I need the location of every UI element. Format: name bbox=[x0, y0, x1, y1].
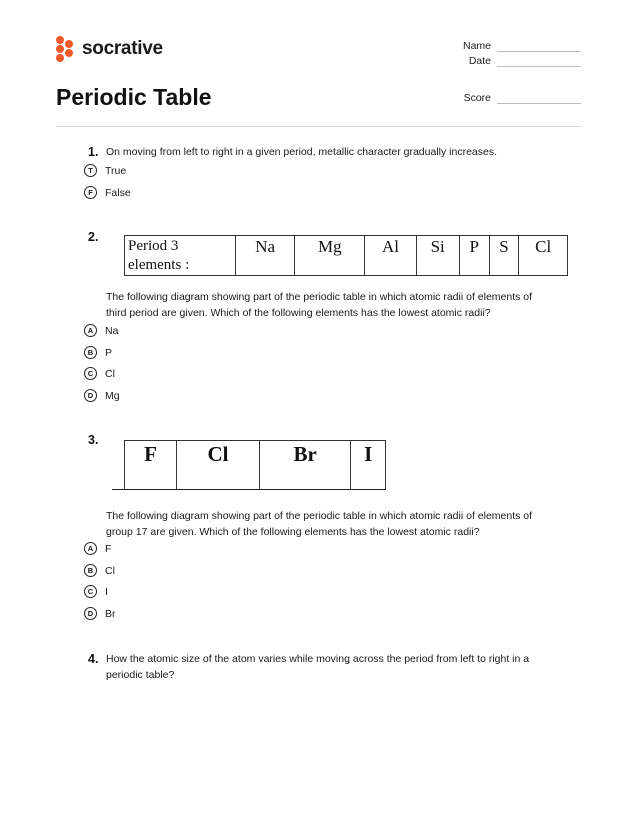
question-2-option-b[interactable] bbox=[84, 346, 112, 359]
element-cell: S bbox=[489, 236, 519, 276]
name-label: Name bbox=[462, 40, 491, 52]
option-text: True bbox=[105, 164, 127, 177]
option-badge: A bbox=[84, 324, 97, 337]
option-badge: C bbox=[84, 367, 97, 380]
option-text: Mg bbox=[105, 389, 120, 402]
question-text-line: third period are given. Which of the following elements has the lowest atomic radii? bbox=[106, 307, 491, 319]
element-cell: Cl bbox=[177, 441, 260, 490]
question-1-option-true[interactable] bbox=[84, 164, 126, 177]
option-badge: B bbox=[84, 346, 97, 359]
question-1-option-false[interactable] bbox=[84, 186, 131, 199]
question-2-option-a[interactable] bbox=[84, 324, 118, 337]
question-3-option-d[interactable] bbox=[84, 607, 116, 620]
question-text-line: group 17 are given. Which of the following elements has the lowest atomic radii? bbox=[106, 526, 480, 538]
group-17-table bbox=[112, 440, 386, 490]
option-badge: C bbox=[84, 585, 97, 598]
element-cell: F bbox=[125, 441, 177, 490]
element-cell: P bbox=[459, 236, 489, 276]
option-text: Na bbox=[105, 324, 119, 337]
question-3-option-b[interactable] bbox=[84, 564, 115, 577]
period-3-table bbox=[124, 235, 568, 276]
option-text: F bbox=[105, 542, 112, 555]
date-line[interactable] bbox=[497, 56, 581, 67]
element-cell: I bbox=[351, 441, 386, 490]
header-divider bbox=[56, 126, 582, 127]
brand-name: socrative bbox=[82, 38, 163, 59]
name-field[interactable] bbox=[451, 40, 581, 52]
option-badge: F bbox=[84, 186, 97, 199]
option-text: Cl bbox=[105, 367, 115, 380]
row-header-line: Period 3 bbox=[128, 238, 179, 254]
question-2-text bbox=[106, 289, 532, 321]
option-text: False bbox=[105, 186, 131, 199]
question-3-option-c[interactable] bbox=[84, 585, 108, 598]
option-text: Br bbox=[105, 607, 116, 620]
question-text-line: periodic table? bbox=[106, 669, 175, 681]
option-badge: A bbox=[84, 542, 97, 555]
element-cell: Al bbox=[365, 236, 416, 276]
question-4-number: 4. bbox=[88, 652, 99, 666]
question-4-text bbox=[106, 651, 529, 683]
question-3-text bbox=[106, 508, 532, 540]
option-text: I bbox=[105, 585, 108, 598]
score-label: Score bbox=[463, 92, 491, 104]
question-text-line: How the atomic size of the atom varies while moving across the period from left to right in a bbox=[106, 653, 530, 665]
score-line[interactable] bbox=[497, 93, 581, 104]
question-2-option-d[interactable] bbox=[84, 389, 120, 402]
question-2-option-c[interactable] bbox=[84, 367, 115, 380]
name-line[interactable] bbox=[497, 41, 581, 52]
element-cell: Si bbox=[416, 236, 459, 276]
page-title: Periodic Table bbox=[56, 84, 212, 110]
table-row-header bbox=[125, 236, 236, 276]
option-badge: T bbox=[84, 164, 97, 177]
score-field[interactable] bbox=[451, 92, 581, 104]
question-1-text: On moving from left to right in a given period, metallic character gradually increases. bbox=[106, 146, 498, 158]
question-1-number: 1. bbox=[88, 145, 99, 159]
element-cell: Br bbox=[259, 441, 351, 490]
question-3-option-a[interactable] bbox=[84, 542, 111, 555]
option-text: P bbox=[105, 346, 113, 359]
question-3-number: 3. bbox=[88, 433, 99, 447]
socrative-logo-icon bbox=[56, 36, 76, 62]
option-badge: D bbox=[84, 607, 97, 620]
question-text-line: The following diagram showing part of the periodic table in which atomic radii of elements of bbox=[106, 291, 533, 303]
question-text-line: The following diagram showing part of the periodic table in which atomic radii of elements of bbox=[106, 510, 533, 522]
option-badge: B bbox=[84, 564, 97, 577]
table-spacer bbox=[112, 441, 125, 490]
socrative-logo bbox=[56, 36, 163, 62]
element-cell: Na bbox=[236, 236, 295, 276]
element-cell: Cl bbox=[519, 236, 568, 276]
option-text: Cl bbox=[105, 564, 115, 577]
date-label: Date bbox=[468, 55, 491, 67]
option-badge: D bbox=[84, 389, 97, 402]
question-2-number: 2. bbox=[88, 230, 99, 244]
date-field[interactable] bbox=[451, 55, 581, 67]
element-cell: Mg bbox=[295, 236, 365, 276]
row-header-line: elements : bbox=[128, 257, 190, 273]
